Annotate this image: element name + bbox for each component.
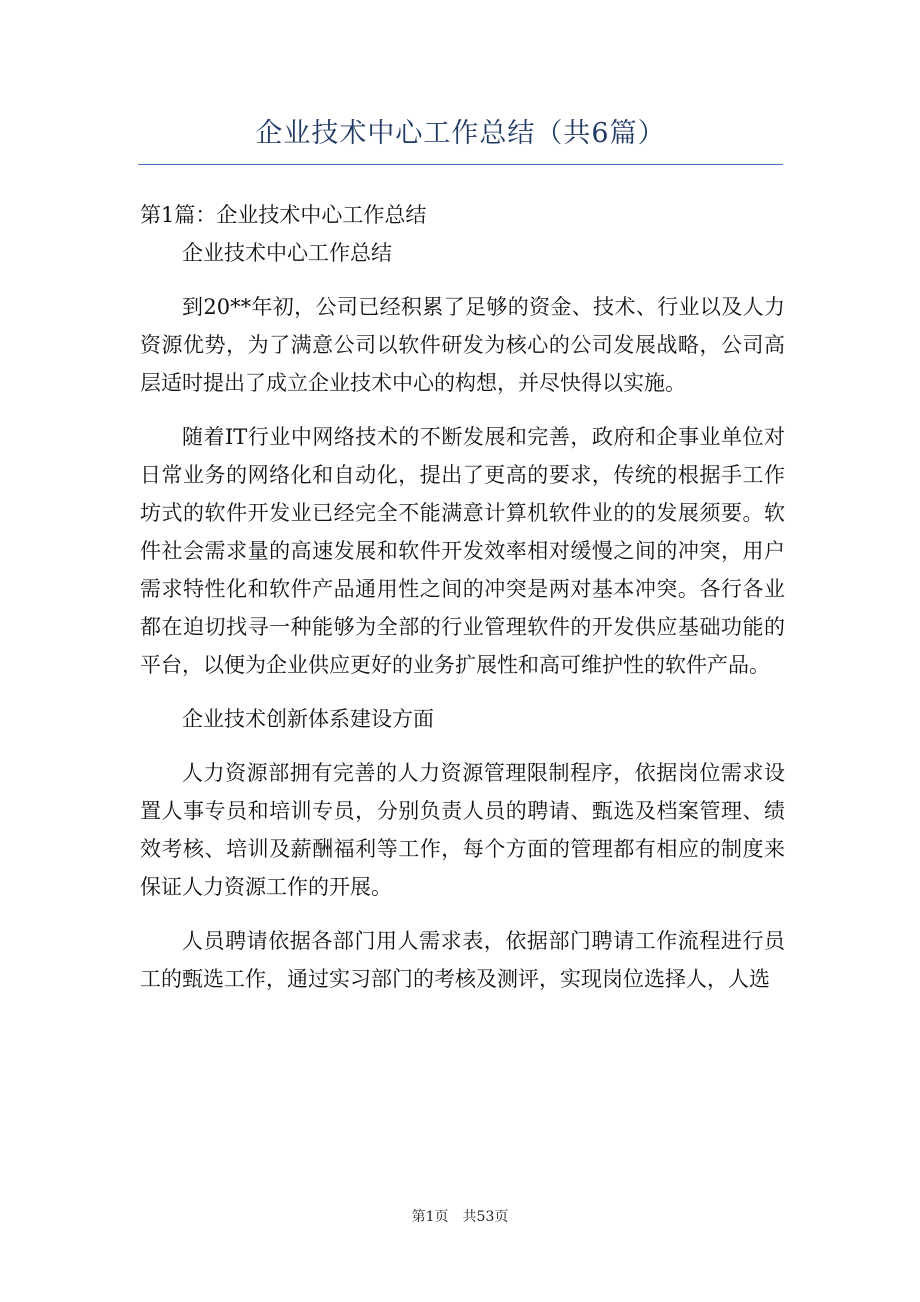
page-total: 共53页 [462,1209,509,1225]
paragraph: 人力资源部拥有完善的人力资源管理限制程序，依据岗位需求设置人事专员和培训专员，分别负责人员的聘请、甄选及档案管理、绩效考核、培训及薪酬福利等工作，每个方面的管理都有相应的制度来保证人力资源工作的开展。 [140,761,785,899]
paragraph-subheading: 企业技术创新体系建设方面 [182,707,434,731]
section-heading: 第1篇：企业技术中心工作总结 [140,203,427,227]
paragraph-subtitle: 企业技术中心工作总结 [182,241,392,265]
document-title: 企业技术中心工作总结（共6篇） [255,118,666,149]
paragraph: 人员聘请依据各部门用人需求表，依据部门聘请工作流程进行员工的甄选工作，通过实习部门的考核及测评，实现岗位选择人，人选 [140,929,785,991]
page-footer [0,1206,920,1226]
document-body [140,196,785,1014]
paragraph: 随着IT行业中网络技术的不断发展和完善，政府和企事业单位对日常业务的网络化和自动化，提出了更高的要求，传统的根据手工作坊式的软件开发业已经完全不能满意计算机软件业的的发展须要。软件社会需求量的高速发展和软件开发效率相对缓慢之间的冲突，用户需求特性化和软件产品通用性之间的冲突是两对基本冲突。各行各业都在迫切找寻一种能够为全部的行业管理软件的开发供应基础功能的平台，以便为企业供应更好的业务扩展性和高可维护性的软件产品。 [140,425,785,677]
title-underline [138,164,783,165]
paragraph: 到20**年初，公司已经积累了足够的资金、技术、行业以及人力资源优势，为了满意公司以软件研发为核心的公司发展战略，公司高层适时提出了成立企业技术中心的构想，并尽快得以实施。 [140,295,785,395]
page-number: 第1页 [411,1209,449,1225]
